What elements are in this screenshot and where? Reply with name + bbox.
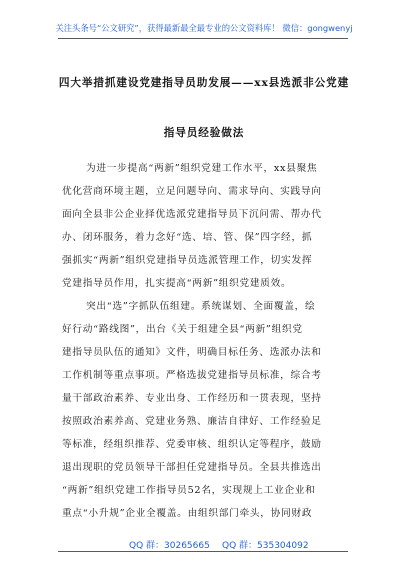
paragraph-line: 按照政治素养高、党建业务熟、廉洁自律好、工作经验足: [62, 416, 322, 427]
paragraph-line: 好行动“路线图”，出台《关于组建全县“两新”组织党: [62, 324, 303, 335]
footer-qq-group-2: QQ 群：535304092: [222, 541, 309, 551]
paragraph-line: 工作机制等重点事项。严格选拔党建指导员标准，综合考: [62, 370, 322, 381]
header-divider: [58, 38, 348, 39]
paragraph-line: 面向全县非公企业择优选派党建指导员下沉问需、帮办代: [62, 209, 322, 220]
paragraph-line: 量干部政治素养、专业出身、工作经历和一贯表现，坚持: [62, 393, 322, 404]
paragraph-line: 等标准，经组织推荐、党委审核、组织认定等程序，鼓励: [62, 439, 322, 450]
page-header-note: 关注头条号“公文研究”，获得最新最全最专业的公文资料库！ 微信：gongwenyj: [55, 23, 353, 33]
paragraph-line: 党建指导员作用，扎实提高“两新”组织党建质效。: [62, 278, 292, 289]
paragraph-line: 退出现职的党员领导干部担任党建指导员。全县共推选出: [62, 462, 322, 473]
paragraph-line: 为进一步提高“两新”组织党建工作水平，xx县聚焦: [86, 163, 318, 174]
paragraph-line: 建指导员队伍的通知》文件，明确目标任务、选派办法和: [62, 347, 322, 358]
document-title-line-2: 指导员经验做法: [163, 127, 245, 139]
paragraph-line: 办、闭环服务，着力念好“选、培、管、保”四字经，抓: [62, 232, 313, 243]
paragraph-line: “两新”组织党建工作指导员52名，实现规上工业企业和: [62, 485, 316, 496]
paragraph-line: 重点“小升规”企业全覆盖。由组织部门牵头，协同财政: [62, 508, 313, 519]
paragraph-line: 强抓实“两新”组织党建指导员选派管理工作，切实发挥: [62, 255, 313, 266]
document-title-line-1: 四大举措抓建设党建指导员助发展——xx县选派非公党建: [58, 77, 350, 89]
paragraph-line: 突出“选”字抓队伍组建。系统谋划、全面覆盖，绘: [86, 301, 316, 312]
paragraph-line: 优化营商环境主题，立足问题导向、需求导向、实践导向: [62, 186, 322, 197]
footer-divider: [58, 551, 348, 552]
footer-qq-group-1: QQ 群：30265665: [129, 541, 210, 551]
